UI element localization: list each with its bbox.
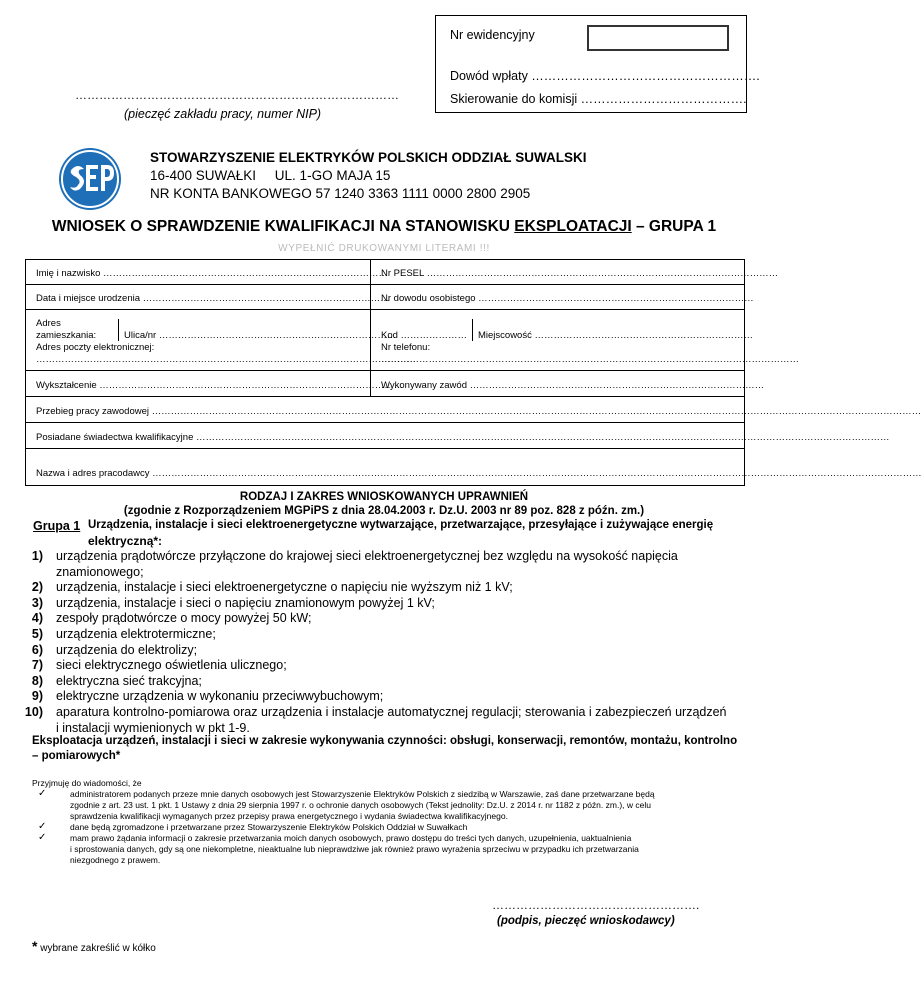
consent-3b: i sprostowania danych, gdy są one niekompletne, nieaktualne lub nieprawdziwe jak również prawo wyrażenia sprzeciwu w przypadku ich przetwarzania [70, 844, 639, 854]
scope-item-text[interactable]: urządzenia, instalacje i sieci elektroenergetyczne o napięciu nie wyższym niż 1 kV; [56, 580, 513, 595]
scope-item-number: 7) [31, 658, 43, 673]
consent-3a: mam prawo żądania informacji o zakresie przetwarzania moich danych osobowych, prawo dostępu do treści tych danych, uzupełnienia, uaktualnienia [70, 833, 632, 843]
career-field[interactable]: Przebieg pracy zawodowej ……………………………………………………………………………………………………………………………………………………………………………………………………………………… [36, 406, 922, 417]
org-address: 16-400 SUWAŁKI UL. 1-GO MAJA 15 [150, 168, 391, 183]
consent-2: dane będą zgromadzone i przetwarzane przez Stowarzyszenie Elektryków Polskich Oddział w Suwałkach [70, 822, 468, 832]
scope-item-text[interactable]: urządzenia elektrotermiczne; [56, 627, 216, 641]
scope-heading: RODZAJ I ZAKRES WNIOSKOWANYCH UPRAWNIEŃ [239, 491, 529, 503]
scope-item-text[interactable]: i instalacji wymienionych w pkt 1-9. [56, 720, 250, 735]
org-name: STOWARZYSZENIE ELEKTRYKÓW POLSKICH ODDZIAŁ SUWALSKI [150, 150, 587, 165]
legal-basis: (zgodnie z Rozporządzeniem MGPiPS z dnia 28.04.2003 r. Dz.U. 2003 nr 89 poz. 828 z późn. zm.) [123, 505, 645, 517]
fill-instruction: WYPEŁNIĆ DRUKOWANYMI LITERAMI !!! [278, 243, 490, 254]
scope-item-number: 8) [31, 673, 43, 688]
consent-1b: zgodnie z art. 23 ust. 1 pkt. 1 Ustawy z dnia 29 sierpnia 1997 r. o ochronie danych osobowych (Tekst jednolity: Dz.U. z 2014 r. nr 1182 z późn. zm.), w celu [70, 800, 651, 810]
consent-1a: administratorem podanych przeze mnie danych osobowych jest Stowarzyszenie Elektryków Polskich z siedzibą w Warszawie, zaś dane przetwarzane będą [70, 789, 655, 799]
footnote: * wybrane zakreślić w kółko [32, 938, 156, 954]
scope-item-number: 5) [31, 627, 43, 641]
scope-item-text[interactable]: aparatura kontrolno-pomiarowa oraz urządzenia i instalacje automatycznej regulacji; sterowania i zabezpieczeń urządzeń [56, 705, 727, 719]
scope-item-text[interactable]: sieci elektrycznego oświetlenia ulicznego; [56, 658, 287, 673]
consent-intro: Przyjmuję do wiadomości, że [32, 778, 142, 788]
pesel-field[interactable]: Nr PESEL ………………………………………………………………………………………………… [381, 268, 779, 279]
scope-item-text[interactable]: znamionowego; [56, 564, 144, 579]
check-icon: ✓ [38, 832, 47, 843]
sep-logo [58, 147, 122, 211]
page-title: WNIOSEK O SPRAWDZENIE KWALIFIKACJI NA STANOWISKU EKSPLOATACJI – GRUPA 1 [51, 218, 717, 235]
col-divider [472, 319, 473, 341]
payment-field[interactable]: Dowód wpłaty ………………………………………………. [450, 69, 760, 83]
referral-field[interactable]: Skierowanie do komisji …………………………………. [450, 92, 747, 106]
scope-item-text[interactable]: urządzenia, instalacje i sieci o napięciu znamionowym powyżej 1 kV; [56, 595, 435, 610]
phone-label: Nr telefonu: [381, 342, 431, 353]
scope-item-number: 6) [31, 642, 43, 657]
scope-item-text[interactable]: urządzenia prądotwórcze przyłączone do krajowej sieci elektroenergetycznej bez względu na wysokość napięcia [56, 549, 678, 563]
group-description: Urządzenia, instalacje i sieci elektroenergetyczne wytwarzające, przetwarzające, przesyłające i zużywające energię [88, 519, 714, 531]
certificates-field[interactable]: Posiadane świadectwa kwalifikacyjne ………………………………………………………………………………………………………………………………………………………………………………………………… [36, 432, 890, 443]
name-field[interactable]: Imię i nazwisko ……………………………………………………………………………… [36, 268, 389, 279]
employer-field[interactable]: Nazwa i adres pracodawcy ……………………………………………………………………………………………………………………………………………………………………………………………………………………… [36, 468, 922, 479]
consent-3c: niezgodnego z prawem. [70, 855, 161, 865]
operation-scope-2: – pomiarowych* [32, 750, 121, 762]
city-field[interactable]: Miejscowość …………………………………………………………… [478, 330, 753, 341]
col-divider [118, 319, 119, 341]
scope-item-number: 3) [31, 595, 43, 610]
signature-dots[interactable]: ……………………………………………. [492, 898, 700, 912]
scope-item-text[interactable]: elektryczna sieć trakcyjna; [56, 673, 202, 688]
row-divider [25, 309, 745, 310]
scope-item-text[interactable]: zespoły prądotwórcze o mocy powyżej 50 kW; [56, 611, 312, 626]
postcode-field[interactable]: Kod ………………… [381, 330, 468, 341]
row-divider [25, 448, 745, 449]
id-card-field[interactable]: Nr dowodu osobistego …………………………………………………………………………… [381, 293, 754, 304]
email-field[interactable]: ………………………………………………………………………………………………………… [36, 354, 416, 365]
street-field[interactable]: Ulica/nr ………………………………………………………………… [124, 330, 397, 341]
reg-no-field[interactable] [587, 25, 729, 51]
address-label: Adres [36, 318, 61, 329]
consent-1c: sprawdzenia kwalifikacji wymaganych przez przepisy prawa energetycznego i wydania świadectwa kwalifikacyjnego. [70, 811, 508, 821]
scope-item-number: 9) [31, 689, 43, 704]
signature-caption: (podpis, pieczęć wnioskodawcy) [497, 915, 675, 927]
col-divider [370, 259, 371, 396]
group-label: Grupa 1 [33, 519, 81, 533]
scope-item-text[interactable]: urządzenia do elektrolizy; [56, 642, 198, 657]
address-label-2: zamieszkania: [36, 330, 97, 341]
group-description-2: elektryczną*: [88, 534, 163, 548]
row-divider [25, 422, 745, 423]
row-divider [25, 370, 745, 371]
scope-item-number: 2) [31, 580, 43, 595]
operation-scope: Eksploatacja urządzeń, instalacji i sieci w zakresie wykonywania czynności: obsługi, konserwacji, remontów, montażu, kontrolno [32, 735, 738, 747]
reg-no-label: Nr ewidencyjny [450, 28, 535, 42]
education-field[interactable]: Wykształcenie …………………………………………………………………………………… [36, 380, 404, 391]
scope-item-text[interactable]: elektryczne urządzenia w wykonaniu przeciwwybuchowym; [56, 689, 384, 704]
occupation-field[interactable]: Wykonywany zawód ………………………………………………………………………………… [381, 380, 765, 391]
stamp-caption: (pieczęć zakładu pracy, numer NIP) [124, 107, 322, 121]
scope-item-number: 10) [24, 705, 43, 719]
check-icon: ✓ [38, 788, 47, 799]
row-divider [25, 284, 745, 285]
phone-field[interactable]: …………………………………………………………………………………………………………………… [381, 354, 799, 365]
email-label: Adres poczty elektronicznej: [36, 342, 155, 353]
stamp-dots: ……………………………………………………………………… [75, 88, 399, 102]
office-use-box-bottom [435, 112, 747, 113]
row-divider [25, 396, 745, 397]
scope-item-number: 1) [31, 549, 43, 563]
check-icon: ✓ [38, 821, 47, 832]
bank-account: NR KONTA BANKOWEGO 57 1240 3363 1111 0000 2800 2905 [150, 186, 531, 201]
scope-item-number: 4) [31, 611, 43, 626]
birth-field[interactable]: Data i miejsce urodzenia …………………………………………………………………… [36, 293, 390, 304]
